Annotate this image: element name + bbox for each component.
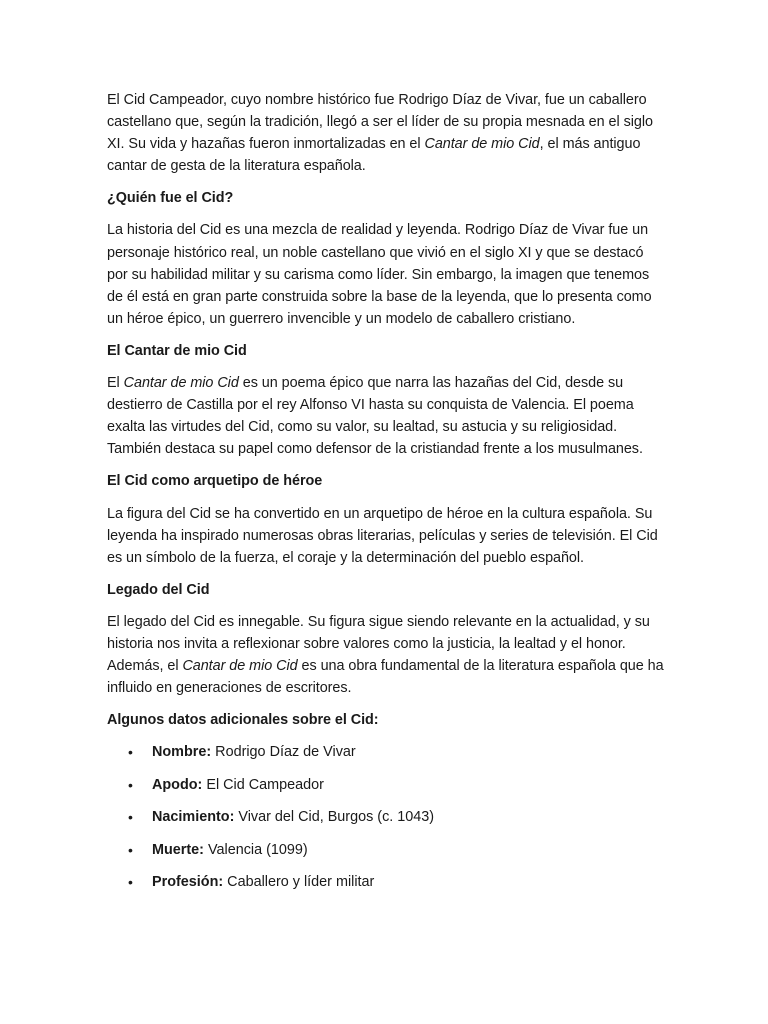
section-paragraph-arquetipo: La figura del Cid se ha convertido en un arquetipo de héroe en la cultura española. Su leyenda ha inspirado numerosas obras literarias, películas y series de televisión. El Cid es un símbolo de la fuerza, el coraje y la determinación del pueblo español.	[107, 505, 658, 566]
list-item	[107, 774, 668, 796]
section-paragraph-legado	[107, 611, 668, 699]
list-item	[107, 741, 668, 763]
facts-heading: Algunos datos adicionales sobre el Cid:	[107, 712, 379, 729]
fact-value: Rodrigo Díaz de Vivar	[211, 744, 356, 761]
fact-label: Apodo:	[152, 776, 203, 793]
intro-text-a: El Cid Campeador, cuyo nombre histórico fue Rodrigo Díaz de Vivar, fue un caballero castellano que, según la tradición, llegó a ser el líder de su propia mesnada en el siglo XI. Su vida y hazañas fueron inmortalizadas en el	[107, 92, 653, 153]
list-item	[107, 871, 668, 893]
fact-value: Valencia (1099)	[203, 841, 308, 858]
facts-list	[107, 741, 668, 893]
fact-label: Nacimiento:	[152, 809, 235, 826]
bullet-icon: •	[128, 841, 133, 858]
section-paragraph-quien: La historia del Cid es una mezcla de realidad y leyenda. Rodrigo Díaz de Vivar fue un personaje histórico real, un noble castellano que vivió en el siglo XI y que se destacó por su habilidad militar y su carisma como líder. Sin embargo, la imagen que tenemos de él está en gran parte construida sobre la base de la leyenda, que lo presenta como un héroe épico, un guerrero invencible y un modelo de caballero cristiano.	[107, 222, 652, 327]
cantar-text-a: El	[107, 375, 124, 392]
legado-title-italic: Cantar de mio Cid	[182, 658, 298, 675]
section-heading-quien: ¿Quién fue el Cid?	[107, 190, 234, 207]
legado-text-b: es una obra fundamental de la literatura española que ha influido en generaciones de escritores.	[107, 658, 664, 697]
section-heading-legado: Legado del Cid	[107, 581, 210, 598]
cantar-title-italic: Cantar de mio Cid	[123, 375, 239, 392]
bullet-icon: •	[128, 744, 133, 761]
fact-label: Muerte:	[152, 841, 204, 858]
bullet-icon: •	[128, 809, 133, 826]
intro-paragraph	[107, 89, 668, 177]
list-item	[107, 806, 668, 828]
bullet-icon: •	[128, 776, 133, 793]
list-item	[107, 839, 668, 861]
intro-text-b: , el más antiguo cantar de gesta de la literatura española.	[107, 136, 641, 175]
section-paragraph-cantar	[107, 372, 668, 460]
fact-value: Vivar del Cid, Burgos (c. 1043)	[234, 809, 435, 826]
fact-value: El Cid Campeador	[202, 776, 324, 793]
fact-label: Profesión:	[152, 873, 224, 890]
legado-text-a: El legado del Cid es innegable. Su figura sigue siendo relevante en la actualidad, y su historia nos invita a reflexionar sobre valores como la justicia, la lealtad y el honor. Además, el	[107, 613, 650, 675]
section-heading-cantar: El Cantar de mio Cid	[107, 342, 247, 359]
fact-label: Nombre:	[152, 744, 212, 761]
intro-title-italic: Cantar de mio Cid	[424, 136, 540, 153]
section-heading-arquetipo: El Cid como arquetipo de héroe	[107, 473, 323, 490]
cantar-text-b: es un poema épico que narra las hazañas del Cid, desde su destierro de Castilla por el rey Alfonso VI hasta su conquista de Valencia. El poema exalta las virtudes del Cid, como su valor, su lealtad, su astucia y su religiosidad. También destaca su papel como defensor de la cristiandad frente a los musulmanes.	[107, 375, 643, 458]
bullet-icon: •	[128, 873, 133, 890]
fact-value: Caballero y líder militar	[223, 873, 375, 890]
